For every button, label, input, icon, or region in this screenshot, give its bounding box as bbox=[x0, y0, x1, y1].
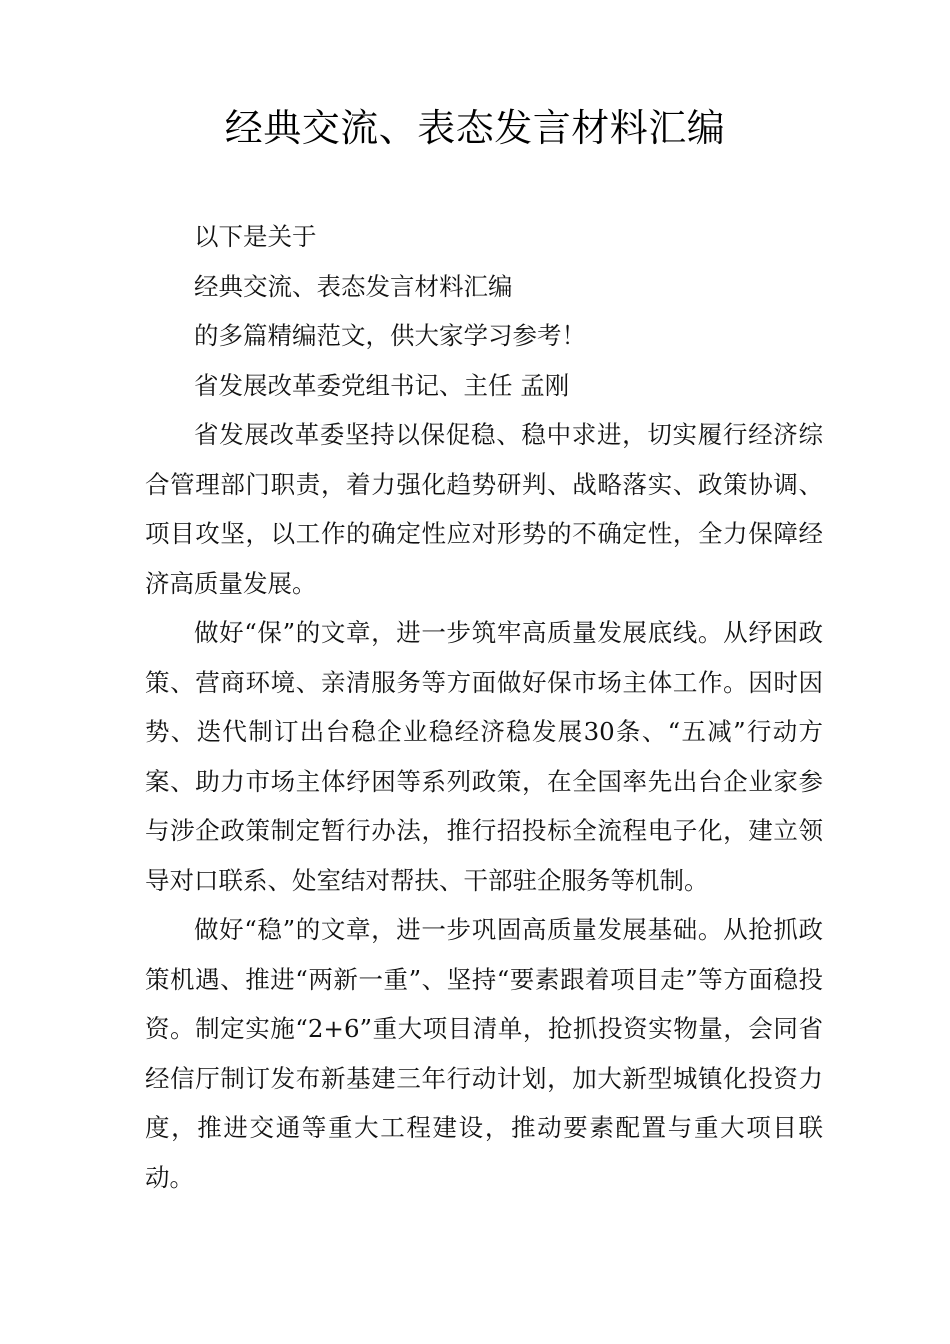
author-line: 省发展改革委党组书记、主任 孟刚 bbox=[194, 370, 570, 400]
body-paragraph: 做好“稳”的文章，进一步巩固高质量发展基础。从抢抓政策机遇、推进“两新一重”、坚持“要素跟着项目走”等方面稳投资。制定实施“2+6”重大项目清单，抢抓投资实物量，会同省经信厅制订发布新基建三年行动计划，加大新型城镇化投资力度，推进交通等重大工程建设，推动要素配置与重大项目联动。 bbox=[145, 915, 823, 1192]
intro-note-line: 的多篇精编范文，供大家学习参考！ bbox=[194, 321, 586, 350]
body-paragraph: 省发展改革委坚持以保促稳、稳中求进，切实履行经济综合管理部门职责，着力强化趋势研判、战略落实、政策协调、项目攻坚，以工作的确定性应对形势的不确定性，全力保障经济高质量发展。 bbox=[145, 420, 823, 598]
document-title: 经典交流、表态发言材料汇编 bbox=[224, 106, 726, 150]
intro-title-line: 经典交流、表态发言材料汇编 bbox=[194, 271, 513, 301]
document-body bbox=[145, 212, 823, 1202]
body-paragraph: 做好“保”的文章，进一步筑牢高质量发展底线。从纾困政策、营商环境、亲清服务等方面做好保市场主体工作。因时因势、迭代制订出台稳企业稳经济稳发展30条、“五减”行动方案、助力市场主体纾困等系列政策，在全国率先出台企业家参与涉企政策制定暂行办法，推行招投标全流程电子化，建立领导对口联系、处室结对帮扶、干部驻企服务等机制。 bbox=[145, 618, 823, 895]
intro-line: 以下是关于 bbox=[194, 222, 317, 251]
